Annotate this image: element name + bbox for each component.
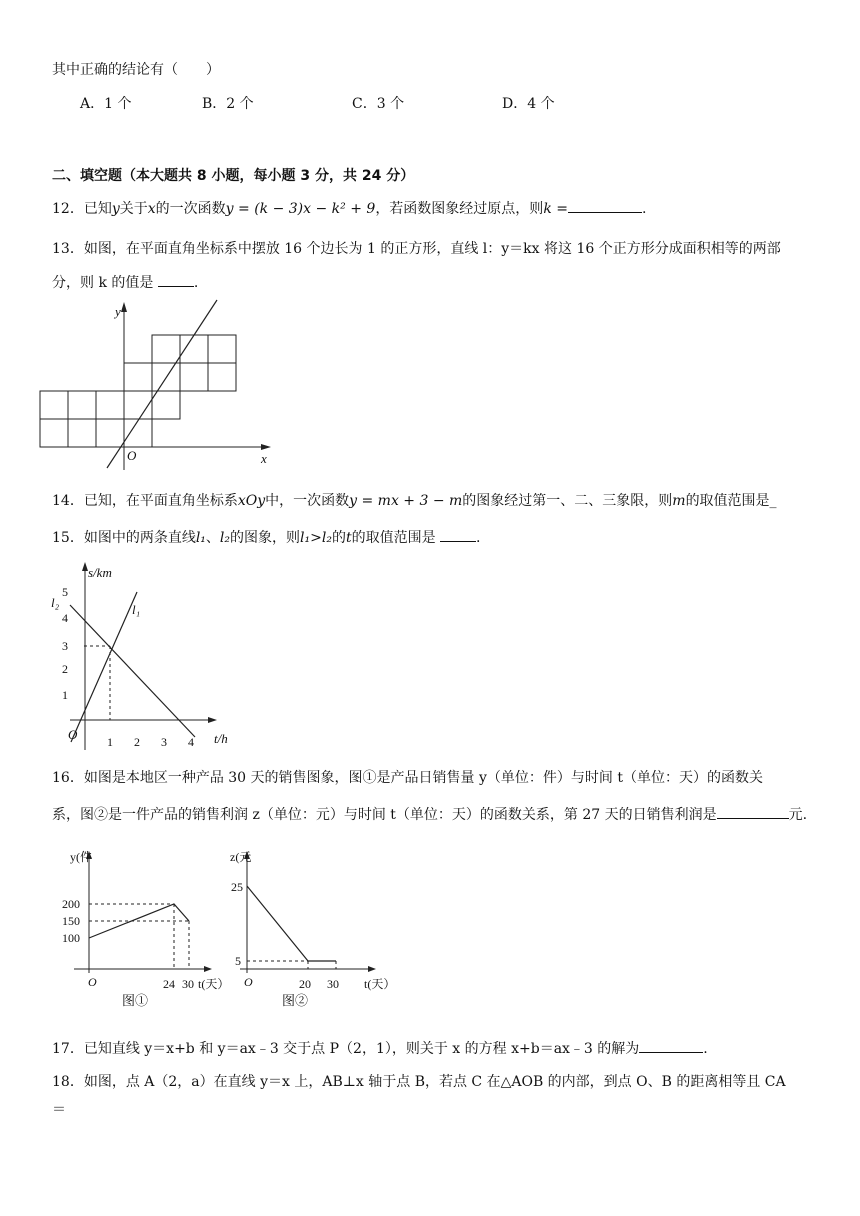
x-tick: 24 [163,977,175,991]
y-tick: 150 [62,914,80,928]
y-tick: 25 [231,880,243,894]
figure-caption: 图① [122,993,149,1008]
y-axis-label: y(件 [70,850,92,864]
q16-figure-2 [230,845,400,1015]
question-13-line-2: 分，则 k 的值是 . [52,272,198,293]
x-axis-label: t(天） [364,977,396,991]
l2-label: l₂ [51,595,60,610]
answer-blank[interactable] [568,198,642,213]
q11-option-a[interactable]: A．1 个 [80,96,132,112]
x-tick: 2 [134,735,140,749]
line-l2 [70,605,195,737]
figure-caption: 图② [282,993,309,1008]
q15-figure [48,560,278,755]
y-tick: 3 [62,639,68,653]
y-tick-labels [62,585,68,702]
x-tick: 30 [327,977,339,991]
question-18-line-2: ＝ [52,1102,66,1118]
origin-label: O [88,975,97,989]
question-12: 12．已知y关于x的一次函数y = (k − 3)x − k² + 9，若函数图象经过原点，则k = . [52,198,646,219]
q16-figure-1 [62,845,232,1015]
y-tick: 1 [62,688,68,702]
x-axis-arrow [261,444,271,450]
q12-formula: y = (k − 3)x − k² + 9 [225,201,376,217]
l1-label: l₁ [132,602,141,617]
q14-formula: y = mx + 3 − m [349,493,463,509]
q11-option-d[interactable]: D．4 个 [502,96,555,112]
x-axis-arrow [208,717,217,723]
x-tick: 20 [299,977,311,991]
x-tick: 4 [188,735,194,749]
y-tick: 4 [62,611,68,625]
answer-blank[interactable] [158,272,194,287]
section-2-title: 二、填空题（本大题共 8 小题，每小题 3 分，共 24 分） [52,168,415,184]
x-axis-label: t(天） [198,977,230,991]
y-axis-label: s/km [88,565,112,580]
question-16-line-2: 系，图②是一件产品的销售利润 z（单位：元）与时间 t（单位：天）的函数关系，第 27 天的日销售利润是 元. [52,804,807,825]
x-tick: 3 [161,735,167,749]
y-tick: 100 [62,931,80,945]
y-axis-arrow [121,302,127,312]
question-16-line-1: 16．如图是本地区一种产品 30 天的销售图象，图①是产品日销售量 y（单位：件）与时间 t（单位：天）的函数关 [52,770,763,786]
profit-line [247,886,336,961]
q11-option-c[interactable]: C．3 个 [352,96,405,112]
y-tick: 2 [62,662,68,676]
answer-blank[interactable] [440,527,476,542]
y-axis-label: z(元 [230,850,252,864]
question-15: 15．如图中的两条直线l₁、l₂的图象，则l₁>l₂的t的取值范围是 . [52,527,480,548]
y-axis-label: y [115,304,121,319]
question-17: 17．已知直线 y＝x+b 和 y＝ax﹣3 交于点 P（2，1），则关于 x 的方程 x+b＝ax﹣3 的解为 . [52,1038,708,1059]
q13-grid-squares [40,335,236,447]
y-tick: 200 [62,897,80,911]
x-tick: 30 [182,977,194,991]
origin-label: O [68,727,78,742]
question-18-line-1: 18．如图，点 A（2，a）在直线 y＝x 上，AB⊥x 轴于点 B，若点 C 在△AOB 的内部，到点 O、B 的距离相等且 CA [52,1074,786,1090]
origin-label: O [127,448,137,463]
origin-label: O [244,975,253,989]
x-axis-label: t/h [214,731,228,746]
x-axis-arrow [204,966,212,972]
x-tick: 1 [107,735,113,749]
q11-option-b[interactable]: B．2 个 [202,96,254,112]
answer-blank[interactable] [639,1038,703,1053]
question-14: 14．已知，在平面直角坐标系xOy中，一次函数y = mx + 3 − m的图象经过第一、二、三象限，则m的取值范围是_ [52,493,777,509]
question-13-line-1: 13．如图，在平面直角坐标系中摆放 16 个边长为 1 的正方形，直线 l：y＝kx 将这 16 个正方形分成面积相等的两部 [52,241,781,257]
x-axis-arrow [368,966,376,972]
y-tick: 5 [235,954,241,968]
y-tick: 5 [62,585,68,599]
x-axis-label: x [261,451,267,466]
q11-stem-tail: 其中正确的结论有（ ） [52,62,220,78]
q13-figure [45,298,285,468]
answer-blank[interactable] [717,804,789,819]
x-tick-labels [107,735,194,749]
